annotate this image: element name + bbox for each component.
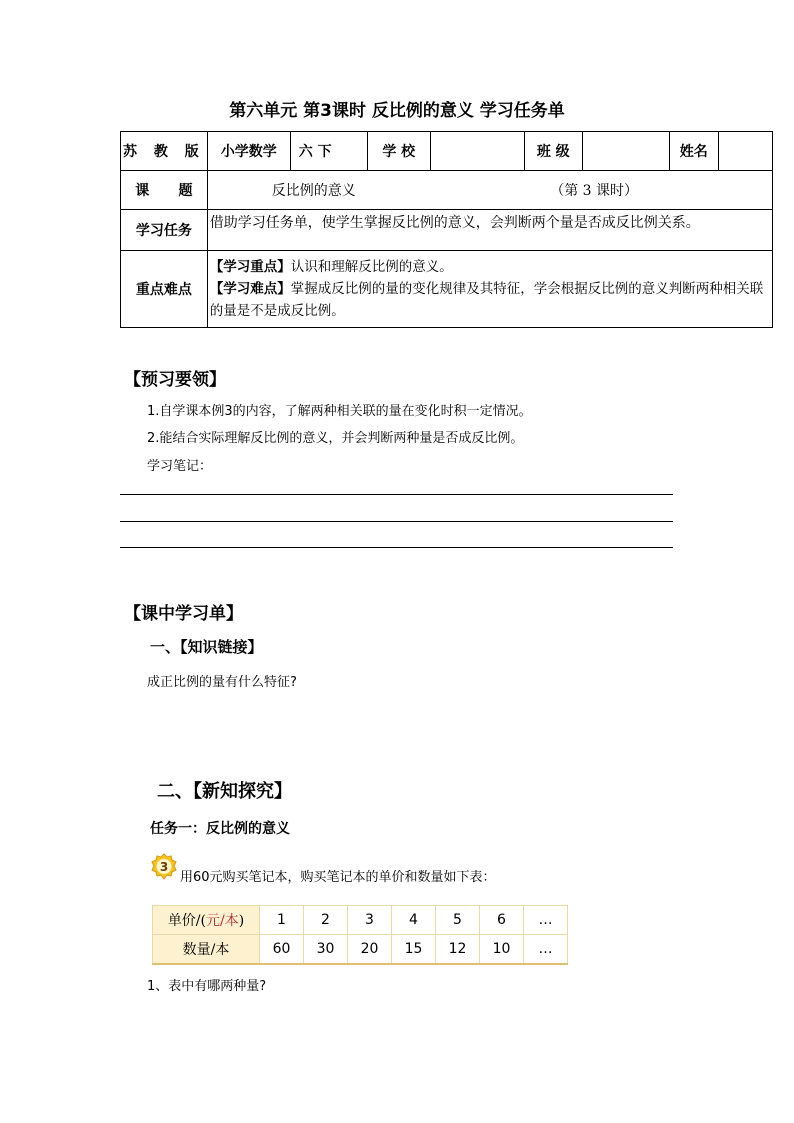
quantity-label: 数量/本 xyxy=(153,935,260,965)
class-label: 班 级 xyxy=(524,132,582,171)
table-cell: 20 xyxy=(348,935,392,965)
notes-label: 学习笔记： xyxy=(147,459,213,474)
table-cell: 30 xyxy=(304,935,348,965)
task1-heading: 任务一：反比例的意义 xyxy=(150,821,290,837)
difficulty-tag: 【学习难点】 xyxy=(209,281,291,297)
class-value-field[interactable] xyxy=(582,132,669,171)
unit-price-label-unit: 元/本 xyxy=(206,913,239,929)
table-cell: 4 xyxy=(392,906,436,935)
school-label: 学 校 xyxy=(367,132,430,171)
preview-heading: 【预习要领】 xyxy=(124,370,226,390)
unit-price-label xyxy=(153,906,260,935)
price-table xyxy=(152,905,568,965)
info-row-topic xyxy=(121,171,773,210)
example-text: 用60元购买笔记本，购买笔记本的单价和数量如下表： xyxy=(180,870,496,885)
price-row-quantity xyxy=(153,935,568,965)
table-cell: 5 xyxy=(436,906,480,935)
key-point-tag: 【学习重点】 xyxy=(209,259,291,275)
difficulty-text: 掌握成反比例的量的变化规律及其特征，学会根据反比例的意义判断两种相关联的量是不是成反比例。 xyxy=(209,281,764,319)
name-value-field[interactable] xyxy=(718,132,772,171)
table-cell: 2 xyxy=(304,906,348,935)
key-label: 重点难点 xyxy=(121,251,208,328)
notes-line-3[interactable] xyxy=(120,547,673,548)
notes-line-2[interactable] xyxy=(120,521,673,522)
preview-item-1: 1.自学课本例3的内容，了解两种相关联的量在变化时积一定情况。 xyxy=(147,404,532,419)
table-cell: 12 xyxy=(436,935,480,965)
key-point-text: 认识和理解反比例的意义。 xyxy=(290,259,453,275)
publisher-cell: 苏 教 版 xyxy=(121,132,208,171)
table-cell: … xyxy=(524,906,568,935)
topic-value: 反比例的意义 xyxy=(271,183,356,199)
price-row-unit-price xyxy=(153,906,568,935)
key-points-cell xyxy=(207,251,772,328)
table-cell: 15 xyxy=(392,935,436,965)
question-1: 1、表中有哪两种量? xyxy=(147,979,267,994)
table-cell: 6 xyxy=(480,906,524,935)
grade-cell: 六 下 xyxy=(290,132,367,171)
topic-cell xyxy=(207,171,772,210)
subject-cell: 小学数学 xyxy=(207,132,290,171)
new-knowledge-heading: 二、【新知探究】 xyxy=(157,781,292,802)
topic-label: 课 题 xyxy=(121,171,208,210)
info-row-key xyxy=(121,251,773,328)
task-value: 借助学习任务单，使学生掌握反比例的意义，会判断两个量是否成反比例关系。 xyxy=(207,210,772,251)
knowledge-link-question: 成正比例的量有什么特征? xyxy=(147,675,297,690)
table-cell: 60 xyxy=(260,935,304,965)
info-row-task xyxy=(121,210,773,251)
notes-line-1[interactable] xyxy=(120,494,673,495)
example-badge-icon xyxy=(150,853,178,881)
class-sheet-heading: 【课中学习单】 xyxy=(124,604,243,624)
page-title: 第六单元 第3课时 反比例的意义 学习任务单 xyxy=(229,101,565,121)
table-cell: 10 xyxy=(480,935,524,965)
table-cell: … xyxy=(524,935,568,965)
task-label: 学习任务 xyxy=(121,210,208,251)
knowledge-link-heading: 一、【知识链接】 xyxy=(150,638,263,656)
preview-item-2: 2.能结合实际理解反比例的意义，并会判断两种量是否成反比例。 xyxy=(147,431,524,446)
info-table xyxy=(120,131,773,328)
unit-price-label-c: ) xyxy=(238,913,245,929)
unit-price-label-a: 单价/( xyxy=(167,913,206,929)
table-cell: 1 xyxy=(260,906,304,935)
info-row-header xyxy=(121,132,773,171)
topic-period: （第 3 课时） xyxy=(550,183,639,199)
example-number: 3 xyxy=(159,860,169,874)
name-label: 姓名 xyxy=(669,132,718,171)
school-value-field[interactable] xyxy=(430,132,524,171)
table-cell: 3 xyxy=(348,906,392,935)
